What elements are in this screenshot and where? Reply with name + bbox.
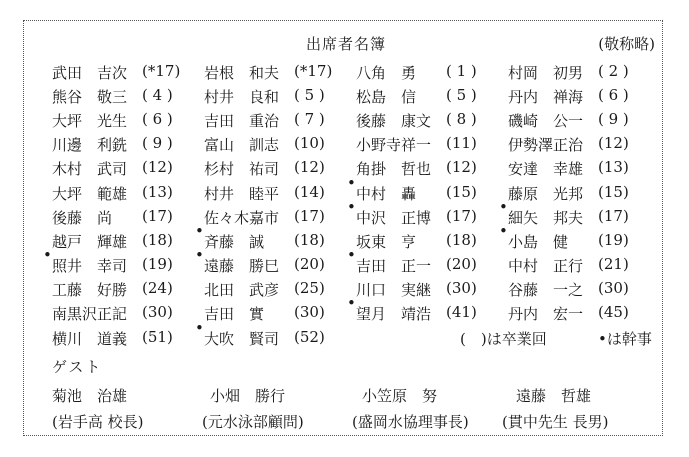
attendee-entry bbox=[52, 328, 204, 349]
guest-role: (貫中先生 長男) bbox=[502, 412, 609, 431]
officer-mark: • bbox=[499, 197, 508, 216]
attendee-row bbox=[52, 60, 660, 84]
attendee-name: 大坪 光生 bbox=[52, 111, 128, 130]
attendee-name: 丹内 宏一 bbox=[508, 305, 584, 324]
graduation-class: (14) bbox=[294, 182, 325, 201]
graduation-class: (30) bbox=[446, 279, 477, 298]
legend-officer: •は幹事 bbox=[598, 329, 652, 348]
attendee-entry bbox=[204, 279, 356, 300]
attendee-entry bbox=[204, 110, 356, 131]
attendee-name: 大坪 範雄 bbox=[52, 184, 128, 203]
attendee-name: 工藤 好勝 bbox=[52, 281, 128, 300]
graduation-class: (18) bbox=[142, 230, 173, 249]
attendee-entry bbox=[195, 246, 356, 276]
attendee-entry bbox=[204, 207, 356, 228]
attendee-entry bbox=[356, 86, 508, 107]
graduation-class: (18) bbox=[446, 230, 477, 249]
graduation-class: (45) bbox=[598, 303, 629, 322]
graduation-class: (24) bbox=[142, 279, 173, 298]
attendee-entry bbox=[52, 158, 204, 179]
attendee-name: 村井 睦平 bbox=[204, 184, 280, 203]
graduation-class: (15) bbox=[446, 182, 477, 201]
attendee-name: 遠藤 勝巳 bbox=[204, 257, 280, 276]
attendee-table bbox=[43, 60, 660, 350]
attendee-entry bbox=[508, 86, 660, 107]
graduation-class: (15) bbox=[598, 182, 629, 201]
attendee-name: 八角 勇 bbox=[356, 63, 417, 82]
guest-list bbox=[52, 382, 608, 434]
attendee-entry bbox=[52, 86, 204, 107]
attendee-entry bbox=[52, 303, 204, 324]
attendee-name: 磯崎 公一 bbox=[508, 111, 584, 130]
graduation-class: ( 9 ) bbox=[598, 109, 629, 128]
attendee-entry bbox=[356, 134, 508, 155]
officer-mark: • bbox=[195, 221, 204, 240]
officer-mark: • bbox=[195, 246, 204, 265]
attendee-name: 富山 訓志 bbox=[204, 136, 280, 155]
attendee-entry bbox=[43, 246, 204, 276]
honorific-note: (敬称略) bbox=[598, 35, 655, 53]
attendee-entry bbox=[204, 183, 356, 204]
attendee-name: 角掛 哲也 bbox=[356, 160, 432, 179]
legend-graduation: ( )は卒業回 bbox=[460, 329, 547, 348]
graduation-class: (13) bbox=[142, 182, 173, 201]
graduation-class: (30) bbox=[142, 303, 173, 322]
attendee-name: 松島 信 bbox=[356, 87, 417, 106]
attendee-row bbox=[52, 318, 660, 350]
attendee-entry bbox=[52, 62, 204, 83]
attendee-name: 横川 道義 bbox=[52, 329, 128, 348]
attendee-name: 吉田 正一 bbox=[356, 257, 432, 276]
attendee-name: 木村 武司 bbox=[52, 160, 128, 179]
officer-mark: • bbox=[347, 294, 356, 313]
attendee-name: 吉田 重治 bbox=[204, 111, 280, 130]
attendee-entry bbox=[508, 303, 660, 324]
graduation-class: ( 6 ) bbox=[598, 85, 629, 104]
attendee-name: 細矢 邦夫 bbox=[508, 208, 584, 227]
attendee-entry bbox=[508, 158, 660, 179]
attendee-name: 後藤 尚 bbox=[52, 208, 113, 227]
attendee-entry bbox=[499, 221, 660, 252]
attendee-entry bbox=[356, 279, 508, 300]
graduation-class: ( 9 ) bbox=[142, 134, 173, 153]
graduation-class: (41) bbox=[446, 303, 477, 322]
graduation-class: (52) bbox=[294, 327, 325, 346]
attendee-name: 杉村 祐司 bbox=[204, 160, 280, 179]
page-title: 出席者名簿 bbox=[306, 35, 387, 53]
attendee-name: 中村 正行 bbox=[508, 257, 584, 276]
guest-role: (元水泳部顧問) bbox=[202, 412, 304, 431]
graduation-class: (12) bbox=[294, 158, 325, 177]
guest-name: 菊池 治雄 bbox=[52, 386, 128, 405]
attendee-name: 岩根 和夫 bbox=[204, 63, 280, 82]
attendee-name: 南黒沢正記 bbox=[52, 305, 128, 324]
attendee-entry bbox=[356, 158, 508, 179]
attendee-entry bbox=[508, 279, 660, 300]
officer-mark: • bbox=[347, 173, 356, 192]
attendee-row bbox=[52, 294, 660, 326]
attendee-name: 川口 実継 bbox=[356, 281, 432, 300]
attendee-name: 斉藤 誠 bbox=[204, 232, 265, 251]
attendee-row bbox=[52, 108, 660, 132]
attendee-name: 望月 靖浩 bbox=[356, 305, 432, 324]
officer-mark: • bbox=[499, 221, 508, 240]
attendee-name: 小野寺祥一 bbox=[356, 136, 432, 155]
legend bbox=[460, 328, 652, 349]
attendee-entry bbox=[347, 173, 508, 204]
attendee-row bbox=[52, 278, 660, 302]
graduation-class: (21) bbox=[598, 255, 629, 274]
attendee-name: 越戸 輝雄 bbox=[52, 232, 128, 251]
attendee-name: 村岡 初男 bbox=[508, 63, 584, 82]
graduation-class: ( 7 ) bbox=[294, 109, 325, 128]
attendee-row bbox=[52, 173, 660, 205]
graduation-class: (51) bbox=[142, 327, 173, 346]
attendee-entry bbox=[347, 197, 508, 228]
graduation-class: (12) bbox=[142, 158, 173, 177]
attendee-row bbox=[43, 246, 660, 278]
attendee-name: 安達 幸雄 bbox=[508, 160, 584, 179]
attendee-entry bbox=[508, 62, 660, 83]
attendee-name: 吉田 實 bbox=[204, 305, 265, 324]
graduation-class: (19) bbox=[142, 255, 173, 274]
guest-name: 小畑 勝行 bbox=[210, 386, 286, 405]
attendee-entry bbox=[508, 110, 660, 131]
attendee-row bbox=[52, 197, 660, 229]
attendee-entry bbox=[204, 134, 356, 155]
attendee-entry bbox=[499, 197, 660, 228]
graduation-class: ( 1 ) bbox=[446, 61, 477, 80]
attendee-name: 坂東 亨 bbox=[356, 232, 417, 251]
attendee-entry bbox=[204, 86, 356, 107]
graduation-class: (*17) bbox=[294, 61, 333, 80]
attendee-name: 中沢 正博 bbox=[356, 208, 432, 227]
graduation-class: (17) bbox=[598, 206, 629, 225]
attendee-entry bbox=[356, 231, 508, 252]
graduation-class: (19) bbox=[598, 230, 629, 249]
officer-mark: • bbox=[43, 246, 52, 265]
attendee-name: 中村 轟 bbox=[356, 184, 417, 203]
attendee-name: 北田 武彦 bbox=[204, 281, 280, 300]
attendee-entry bbox=[52, 134, 204, 155]
guest-name: 遠藤 哲雄 bbox=[516, 386, 592, 405]
guest-name: 小笠原 努 bbox=[362, 386, 438, 405]
attendee-entry bbox=[508, 255, 660, 276]
graduation-class: (25) bbox=[294, 279, 325, 298]
graduation-class: (20) bbox=[446, 255, 477, 274]
attendee-entry bbox=[347, 246, 508, 276]
attendee-name: 谷藤 一之 bbox=[508, 281, 584, 300]
attendee-entry bbox=[52, 207, 204, 228]
attendee-name: 川邊 利銑 bbox=[52, 136, 128, 155]
attendee-entry bbox=[52, 110, 204, 131]
attendee-entry bbox=[508, 183, 660, 204]
attendee-name: 照井 幸司 bbox=[52, 257, 128, 276]
graduation-class: ( 6 ) bbox=[142, 109, 173, 128]
graduation-class: (12) bbox=[598, 134, 629, 153]
attendee-name: 佐々木嘉市 bbox=[204, 208, 280, 227]
attendee-entry bbox=[195, 221, 356, 252]
graduation-class: (17) bbox=[294, 206, 325, 225]
graduation-class: (12) bbox=[446, 158, 477, 177]
attendee-entry bbox=[508, 134, 660, 155]
attendee-name: 伊勢澤正治 bbox=[508, 136, 584, 155]
graduation-class: (20) bbox=[294, 255, 325, 274]
officer-mark: • bbox=[347, 246, 356, 265]
officer-mark: • bbox=[195, 318, 204, 337]
guest-names-row bbox=[52, 382, 608, 408]
attendee-row bbox=[52, 133, 660, 157]
graduation-class: (17) bbox=[446, 206, 477, 225]
attendee-entry bbox=[204, 158, 356, 179]
graduation-class: (17) bbox=[142, 206, 173, 225]
attendee-entry bbox=[204, 303, 356, 324]
guest-heading: ゲスト bbox=[52, 358, 103, 376]
graduation-class: ( 2 ) bbox=[598, 61, 629, 80]
attendee-row bbox=[52, 221, 660, 253]
graduation-class: ( 4 ) bbox=[142, 85, 173, 104]
attendee-entry bbox=[356, 110, 508, 131]
graduation-class: (30) bbox=[598, 279, 629, 298]
guest-roles-row bbox=[52, 408, 608, 434]
attendee-name: 小島 健 bbox=[508, 232, 569, 251]
graduation-class: (*17) bbox=[142, 61, 181, 80]
attendee-entry bbox=[52, 183, 204, 204]
attendee-row bbox=[52, 157, 660, 181]
attendee-entry bbox=[356, 62, 508, 83]
graduation-class: ( 5 ) bbox=[446, 85, 477, 104]
attendee-entry bbox=[347, 294, 508, 324]
attendee-entry bbox=[195, 318, 356, 349]
attendee-name: 藤原 光邦 bbox=[508, 184, 584, 203]
attendee-entry bbox=[52, 279, 204, 300]
guest-role: (盛岡水協理事長) bbox=[352, 412, 469, 431]
graduation-class: (11) bbox=[446, 134, 477, 153]
guest-role: (岩手高 校長) bbox=[52, 412, 144, 431]
graduation-class: (30) bbox=[294, 303, 325, 322]
attendee-name: 武田 吉次 bbox=[52, 63, 128, 82]
graduation-class: ( 8 ) bbox=[446, 109, 477, 128]
attendee-entry bbox=[204, 62, 356, 83]
attendee-name: 大吹 賢司 bbox=[204, 329, 280, 348]
attendee-row bbox=[52, 84, 660, 108]
graduation-class: (18) bbox=[294, 230, 325, 249]
graduation-class: (10) bbox=[294, 134, 325, 153]
attendee-entry bbox=[52, 231, 204, 252]
graduation-class: (13) bbox=[598, 158, 629, 177]
attendee-name: 村井 良和 bbox=[204, 87, 280, 106]
graduation-class: ( 5 ) bbox=[294, 85, 325, 104]
attendee-name: 丹内 禅海 bbox=[508, 87, 584, 106]
officer-mark: • bbox=[347, 197, 356, 216]
attendee-name: 熊谷 敬三 bbox=[52, 87, 128, 106]
attendee-name: 後藤 康文 bbox=[356, 111, 432, 130]
